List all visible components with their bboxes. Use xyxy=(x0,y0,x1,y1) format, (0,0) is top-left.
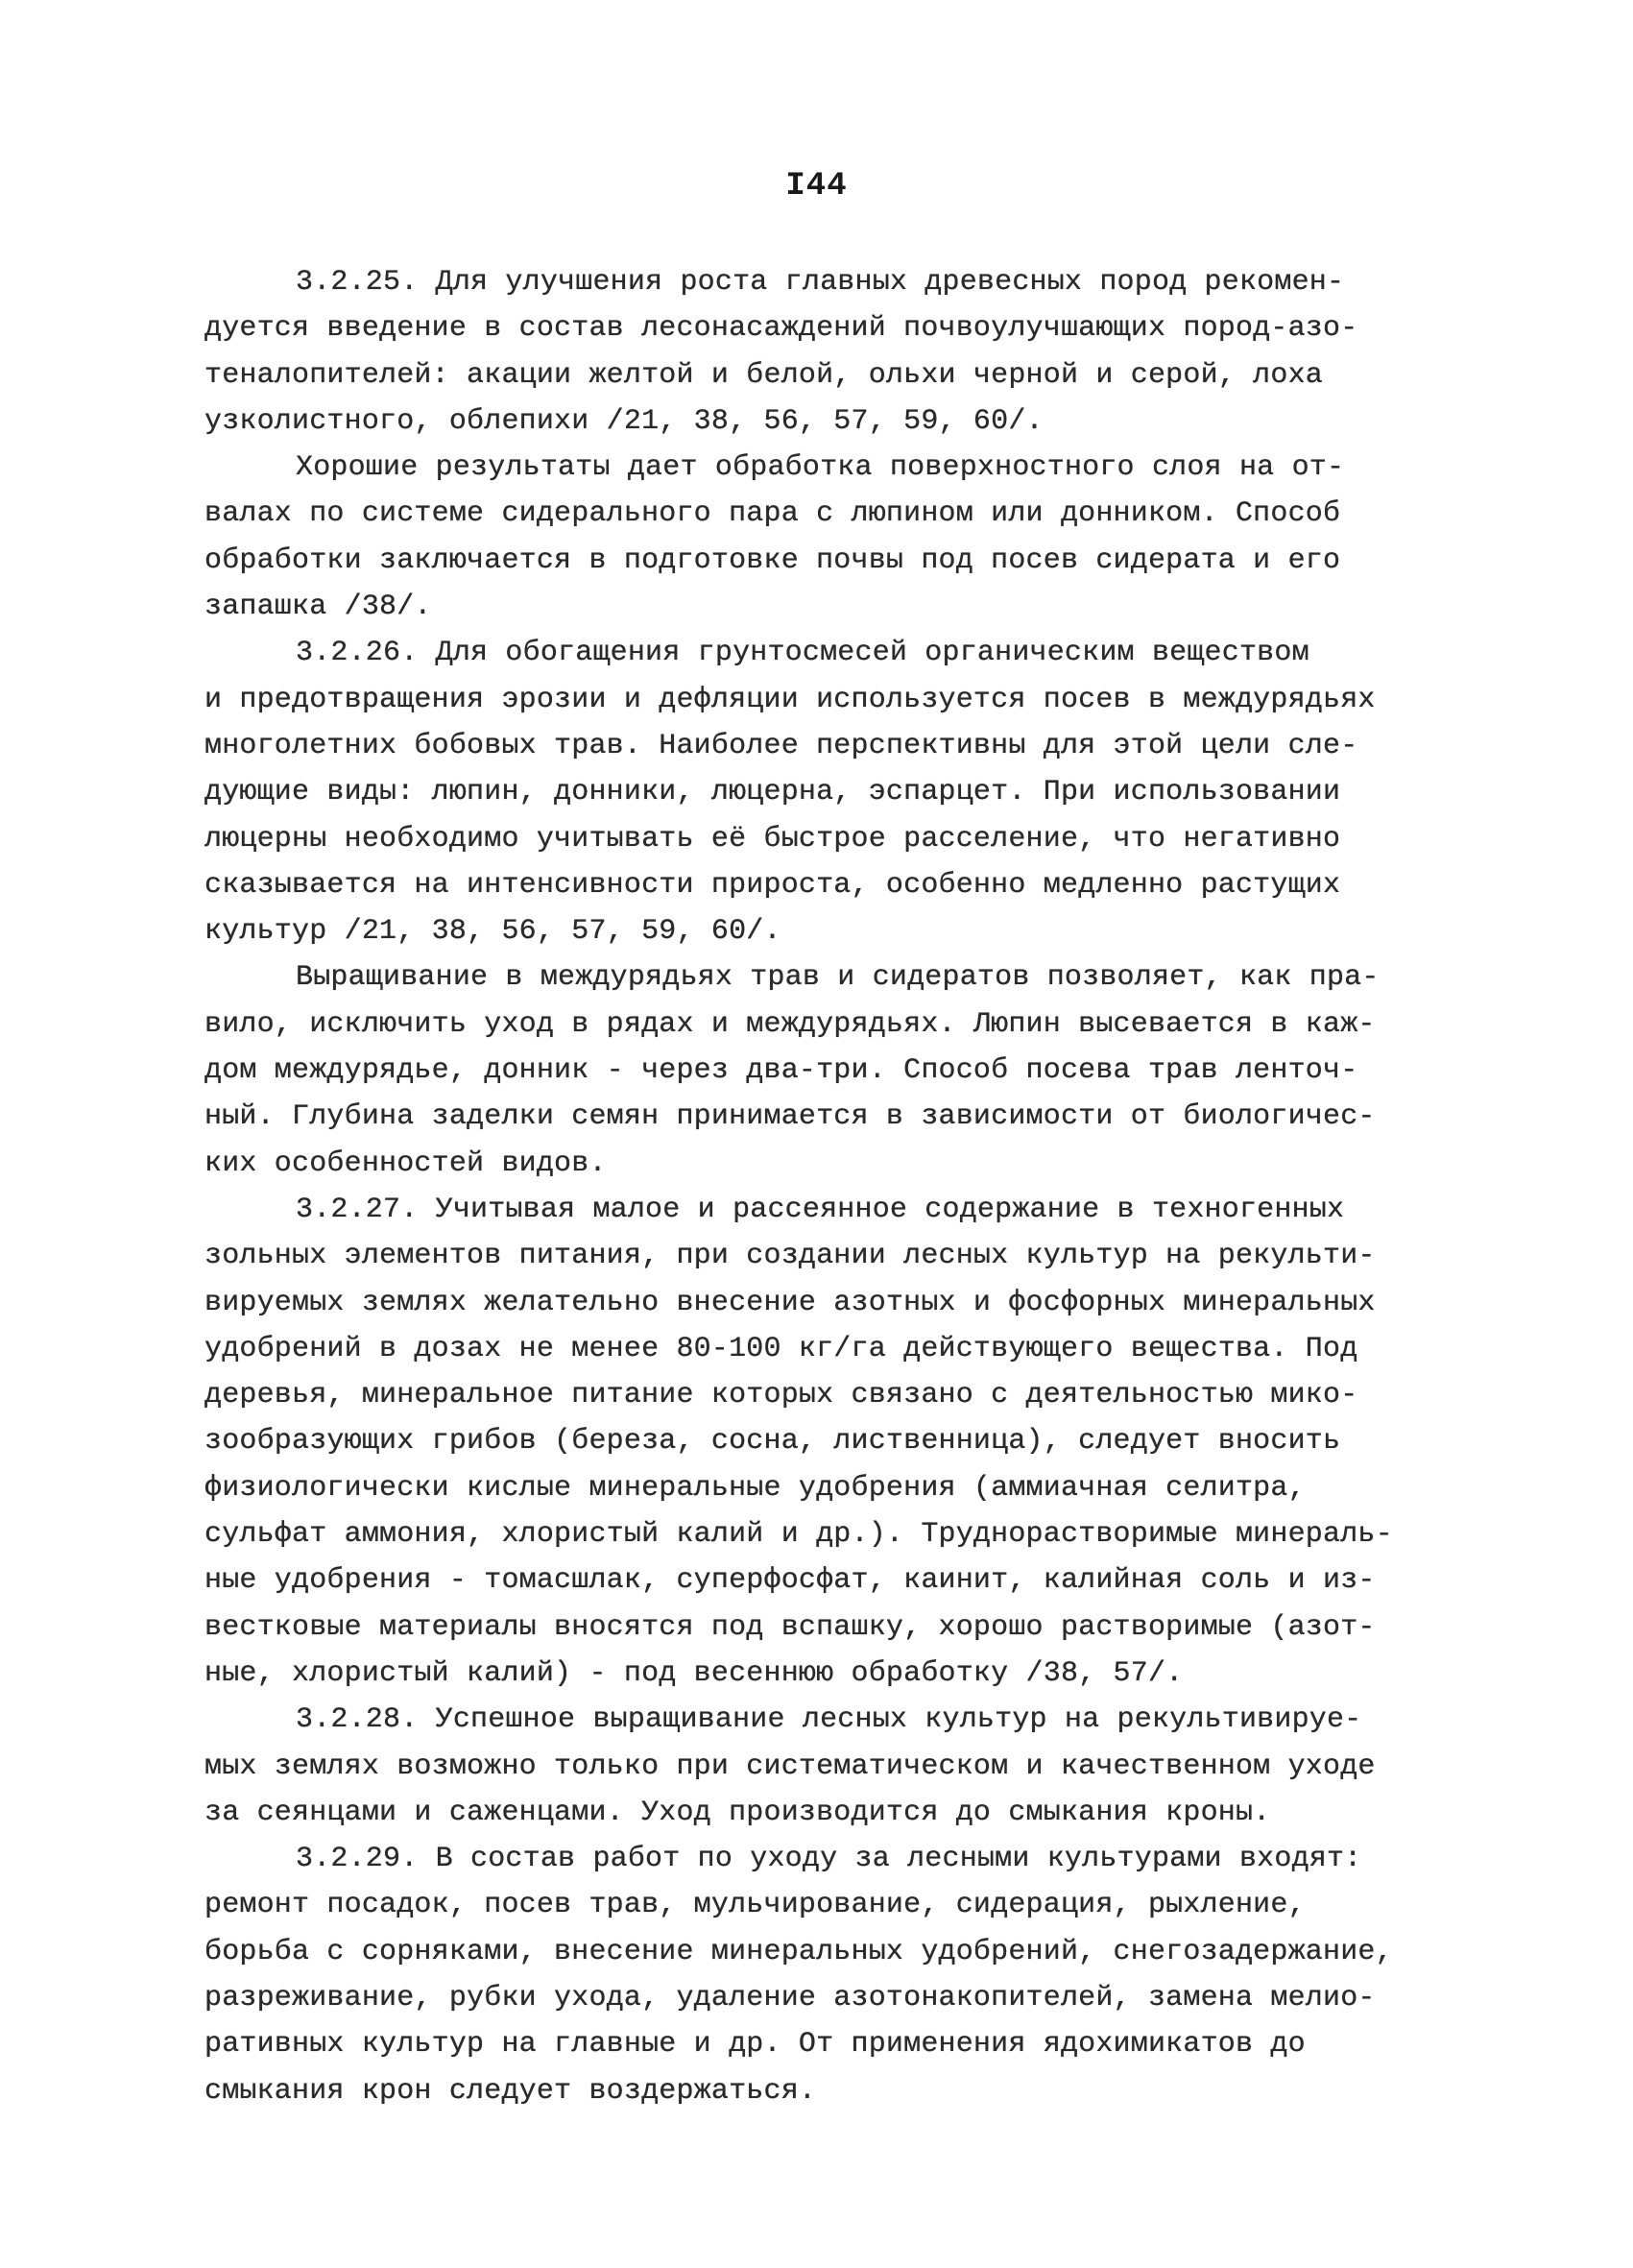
text-line: деревья, минеральное питание которых связано с деятельностью мико- xyxy=(204,1379,1358,1412)
text-line: 3.2.29. В состав работ по уходу за лесными культурами входят: xyxy=(296,1843,1362,1876)
text-line: узколистного, облепихи /21, 38, 56, 57, 59, 60/. xyxy=(204,404,1044,438)
text-line: запашка /38/. xyxy=(204,591,432,624)
text-line: 3.2.27. Учитывая малое и рассеянное содержание в техногенных xyxy=(296,1193,1345,1226)
text-line: зообразующих грибов (береза, сосна, лиственница), следует вносить xyxy=(204,1425,1341,1459)
text-line: дуется введение в состав лесонасаждений почвоулучшающих пород-азо- xyxy=(204,312,1358,346)
text-line: 3.2.25. Для улучшения роста главных древесных пород рекомен- xyxy=(296,266,1345,299)
text-line: и предотвращения эрозии и дефляции используется посев в междурядьях xyxy=(204,683,1376,716)
text-line: теналопителей: акации желтой и белой, ольхи черной и серой, лоха xyxy=(204,358,1323,392)
text-line: физиологически кислые минеральные удобрения (аммиачная селитра, xyxy=(204,1471,1306,1505)
text-line: дом междурядье, донник - через два-три. Способ посева трав ленточ- xyxy=(204,1054,1358,1088)
text-line: многолетних бобовых трав. Наиболее перспективны для этой цели сле- xyxy=(204,729,1358,762)
text-line: разреживание, рубки ухода, удаление азотонакопителей, замена мелио- xyxy=(204,1981,1376,2015)
page-number: I44 xyxy=(785,168,848,205)
text-line: ративных культур на главные и др. От применения ядохимикатов до xyxy=(204,2028,1306,2062)
text-line: смыкания крон следует воздержаться. xyxy=(204,2074,817,2108)
text-line: ких особенностей видов. xyxy=(204,1146,607,1180)
text-line: Выращивание в междурядьях трав и сидератов позволяет, как пра- xyxy=(296,961,1380,995)
text-line: валах по системе сидерального пара с люпином или донником. Способ xyxy=(204,497,1341,531)
text-line: за сеянцами и саженцами. Уход производится до смыкания кроны. xyxy=(204,1796,1271,1829)
text-line: ный. Глубина заделки семян принимается в зависимости от биологичес- xyxy=(204,1100,1376,1134)
text-line: Хорошие результаты дает обработка поверхностного слоя на от- xyxy=(296,451,1345,485)
body-text xyxy=(204,259,1453,2114)
text-line: ные удобрения - томасшлак, суперфосфат, каинит, калийная соль и из- xyxy=(204,1564,1376,1598)
text-line: 3.2.26. Для обогащения грунтосмесей органическим веществом xyxy=(296,637,1309,670)
text-line: удобрений в дозах не менее 80-100 кг/га действующего вещества. Под xyxy=(204,1332,1358,1365)
text-line: сказывается на интенсивности прироста, особенно медленно растущих xyxy=(204,868,1341,902)
text-line: зольных элементов питания, при создании лесных культур на рекульти- xyxy=(204,1240,1376,1273)
text-line: сульфат аммония, хлористый калий и др.). Труднорастворимые минераль- xyxy=(204,1518,1393,1552)
text-line: вило, исключить уход в рядах и междурядьях. Люпин высевается в каж- xyxy=(204,1007,1376,1041)
text-line: люцерны необходимо учитывать её быстрое расселение, что негативно xyxy=(204,822,1341,856)
text-line: ремонт посадок, посев трав, мульчирование, сидерация, рыхление, xyxy=(204,1889,1306,1922)
text-line: борьба с сорняками, внесение минеральных удобрений, снегозадержание, xyxy=(204,1935,1393,1968)
text-line: обработки заключается в подготовке почвы под посев сидерата и его xyxy=(204,543,1341,577)
text-line: 3.2.28. Успешное выращивание лесных культур на рекультивируе- xyxy=(296,1703,1362,1737)
text-line: вестковые материалы вносятся под вспашку, хорошо растворимые (азот- xyxy=(204,1610,1376,1644)
text-line: дующие виды: люпин, донники, люцерна, эспарцет. При использовании xyxy=(204,776,1341,809)
text-line: вируемых землях желательно внесение азотных и фосфорных минеральных xyxy=(204,1286,1376,1319)
text-line: культур /21, 38, 56, 57, 59, 60/. xyxy=(204,915,781,949)
text-line: ные, хлористый калий) - под весеннюю обработку /38, 57/. xyxy=(204,1656,1184,1690)
text-line: мых землях возможно только при систематическом и качественном уходе xyxy=(204,1749,1376,1783)
